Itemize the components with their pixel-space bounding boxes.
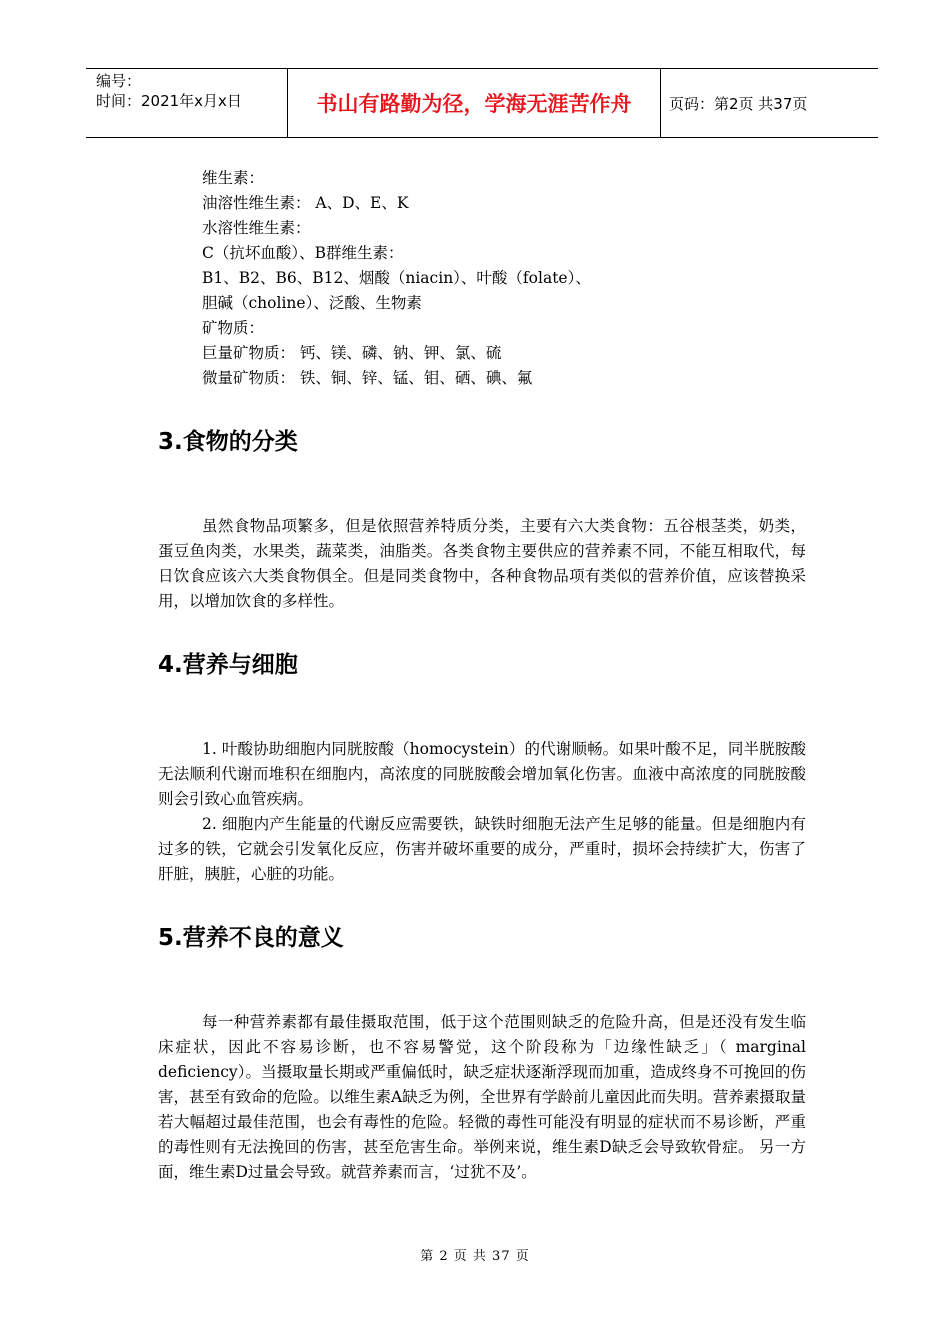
header-motto: 书山有路勤为径，学海无涯苦作舟	[287, 69, 661, 137]
list-line: 矿物质：	[202, 319, 265, 337]
paragraph: 虽然食物品项繁多，但是依照营养特质分类，主要有六大类食物：五谷根茎类，奶类，蛋豆鱼肉类，水果类，蔬菜类，油脂类。各类食物主要供应的营养素不同，不能互相取代，每日饮食应该六大类食物俱全。但是同类食物中，各种食物品项有类似的营养价值，应该替换采用，以增加饮食的多样性。	[158, 517, 806, 610]
vitamin-mineral-list	[158, 166, 806, 391]
list-line: 巨量矿物质： 钙、镁、磷、钠、钾、氯、硫	[202, 344, 502, 362]
list-line: B1、B2、B6、B12、烟酸（niacin）、叶酸（folate）、	[202, 269, 591, 287]
document-body	[158, 166, 806, 1185]
list-line: 维生素：	[202, 169, 265, 187]
list-line: C（抗坏血酸）、B群维生素：	[202, 244, 404, 262]
section-heading-nutrition-cells: 4.营养与细胞	[158, 652, 298, 678]
serial-number-label: 编号：	[96, 72, 142, 90]
header-page-info: 页码：第2页 共37页	[669, 94, 808, 113]
date-label: 时间：2021年x月x日	[96, 92, 242, 110]
paragraph: 每一种营养素都有最佳摄取范围，低于这个范围则缺乏的危险升高，但是还没有发生临床症状，因此不容易诊断，也不容易警觉，这个阶段称为「边缘性缺乏」（ marginal deficiency）。当摄取量长期或严重偏低时，缺乏症状逐渐浮现而加重，造成终身不可挽回的伤害，甚至有致命的危险。以维生素A缺乏为例，全世界有学龄前儿童因此而失明。营养素摄取量若大幅超过最佳范围，也会有毒性的危险。轻微的毒性可能没有明显的症状而不易诊断，严重的毒性则有无法挽回的伤害，甚至危害生命。举例来说，维生素D缺乏会导致软骨症。 另一方面，维生素D过量会导致。就营养素而言，‘过犹不及’。	[158, 1013, 806, 1181]
header-table	[86, 68, 878, 138]
paragraph: 1. 叶酸协助细胞内同胱胺酸（homocystein）的代谢顺畅。如果叶酸不足，同半胱胺酸无法顺利代谢而堆积在细胞内，高浓度的同胱胺酸会增加氧化伤害。血液中高浓度的同胱胺酸则会引致心血管疾病。	[158, 740, 806, 808]
header-meta	[96, 69, 286, 139]
list-line: 胆碱（choline）、泛酸、生物素	[202, 294, 422, 312]
list-line: 微量矿物质： 铁、铜、锌、锰、钼、硒、碘、氟	[202, 369, 533, 387]
page-footer: 第 2 页 共 37 页	[420, 1249, 530, 1264]
list-line: 油溶性维生素： A、D、E、K	[202, 194, 409, 212]
section-heading-food-classification: 3.食物的分类	[158, 429, 298, 455]
section-heading-malnutrition: 5.营养不良的意义	[158, 925, 344, 951]
paragraph: 2. 细胞内产生能量的代谢反应需要铁，缺铁时细胞无法产生足够的能量。但是细胞内有过多的铁，它就会引发氧化反应，伤害并破坏重要的成分，严重时，损坏会持续扩大，伤害了肝脏，胰脏，心脏的功能。	[158, 815, 806, 883]
list-line: 水溶性维生素：	[202, 219, 311, 237]
